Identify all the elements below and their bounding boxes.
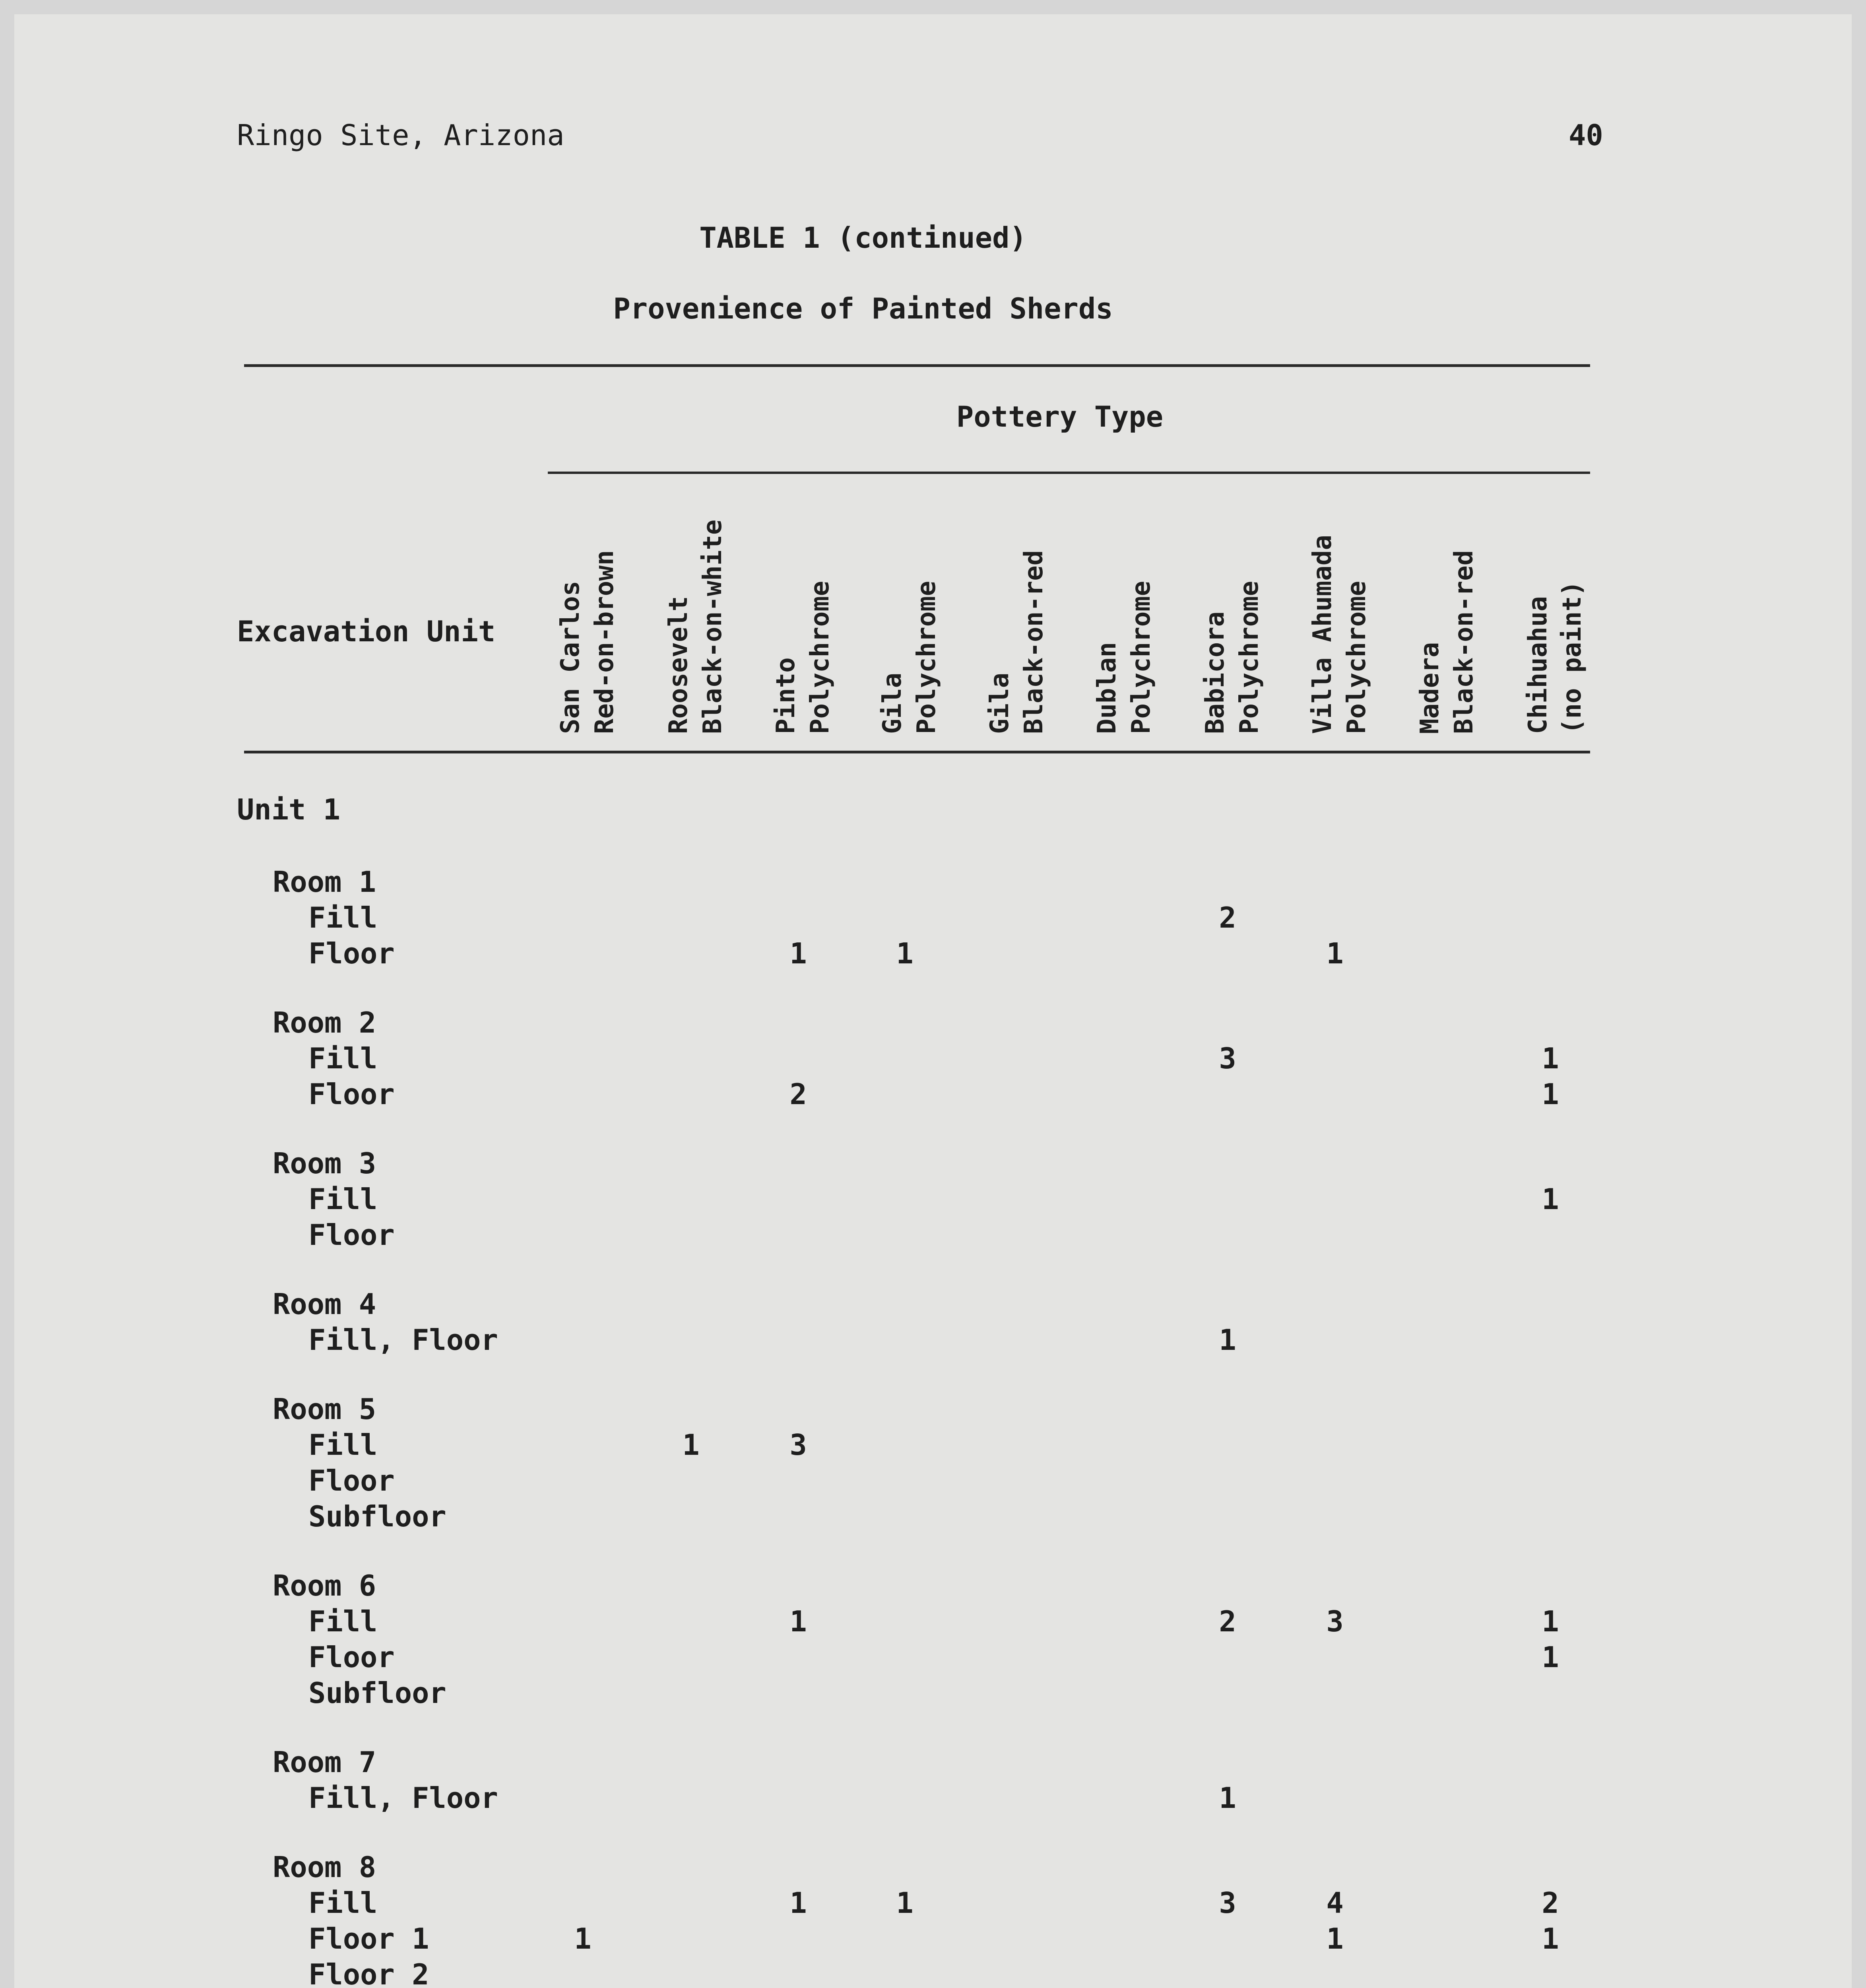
column-header: [1521, 480, 1596, 734]
row-label: Floor: [308, 1464, 395, 1497]
group-rule: [548, 472, 1590, 474]
table-title: TABLE 1 (continued): [699, 221, 1027, 254]
row-label: Floor 2: [308, 1958, 429, 1988]
table-cell: 2: [1219, 901, 1236, 934]
column-header-line: Babicora: [1201, 611, 1230, 734]
table-cell: 1: [896, 937, 914, 970]
room-label: Room 1: [273, 865, 376, 899]
column-header-line: Black-on-red: [1449, 550, 1479, 734]
column-header-line: San Carlos: [556, 580, 585, 734]
row-label: Fill: [308, 1182, 378, 1216]
table-cell: 1: [682, 1428, 700, 1462]
column-header-line: Red-on-brown: [590, 550, 619, 734]
column-header: [1305, 480, 1381, 734]
document-page: [14, 14, 1852, 1988]
table-cell: 1: [1542, 1640, 1559, 1674]
top-rule: [244, 364, 1590, 367]
column-header: [1198, 480, 1274, 734]
column-header-line: Polychrome: [1342, 580, 1371, 734]
column-header: [769, 480, 844, 734]
running-header: Ringo Site, Arizona: [237, 118, 564, 152]
room-label: Room 2: [273, 1006, 376, 1039]
row-label: Subfloor: [308, 1676, 446, 1710]
table-cell: 4: [1326, 1886, 1344, 1920]
table-cell: 1: [1542, 1605, 1559, 1638]
group-header: Pottery Type: [956, 400, 1164, 433]
column-header-line: Polychrome: [912, 580, 941, 734]
row-label: Fill, Floor: [308, 1323, 498, 1357]
row-label: Floor: [308, 1218, 395, 1252]
column-header: [983, 480, 1058, 734]
row-header: Excavation Unit: [237, 615, 496, 648]
row-label: Fill: [308, 1042, 378, 1075]
table-cell: 1: [1542, 1077, 1559, 1111]
column-header-line: Gila: [985, 672, 1014, 734]
room-label: Room 4: [273, 1287, 376, 1321]
row-label: Fill, Floor: [308, 1781, 498, 1815]
row-label: Floor 1: [308, 1922, 429, 1955]
page-number: 40: [1569, 118, 1603, 152]
column-header: [1090, 480, 1166, 734]
table-cell: 1: [1542, 1922, 1559, 1955]
column-header-line: Dublan: [1092, 642, 1122, 734]
column-header-line: Chihuahua: [1523, 596, 1553, 734]
column-header-line: Polychrome: [1235, 580, 1264, 734]
column-header-line: (no paint): [1558, 580, 1587, 734]
table-cell: 1: [1326, 1922, 1344, 1955]
header-rule: [244, 751, 1590, 753]
column-header: [661, 480, 737, 734]
table-cell: 1: [789, 937, 807, 970]
table-cell: 1: [1542, 1042, 1559, 1075]
table-subtitle: Provenience of Painted Sherds: [613, 292, 1113, 325]
row-label: Fill: [308, 901, 378, 934]
table-cell: 2: [789, 1077, 807, 1111]
table-cell: 1: [574, 1922, 592, 1955]
column-header-line: Pinto: [771, 657, 801, 734]
column-header: [875, 480, 951, 734]
row-label: Fill: [308, 1428, 378, 1462]
table-cell: 1: [1542, 1182, 1559, 1216]
table-cell: 1: [789, 1886, 807, 1920]
column-header: [1413, 480, 1488, 734]
room-label: Room 3: [273, 1147, 376, 1180]
column-header-line: Polychrome: [805, 580, 835, 734]
column-header-line: Gila: [878, 672, 907, 734]
column-header-line: Polychrome: [1127, 580, 1156, 734]
table-cell: 1: [896, 1886, 914, 1920]
column-header-line: Madera: [1415, 642, 1445, 734]
row-label: Fill: [308, 1605, 378, 1638]
table-cell: 1: [1326, 937, 1344, 970]
room-label: Room 5: [273, 1392, 376, 1426]
column-header-line: Villa Ahumada: [1308, 535, 1337, 734]
column-header-line: Roosevelt: [664, 596, 693, 734]
row-label: Floor: [308, 1077, 395, 1111]
unit-label: Unit 1: [237, 793, 341, 826]
row-label: Fill: [308, 1886, 378, 1920]
row-label: Floor: [308, 937, 395, 970]
room-label: Room 6: [273, 1569, 376, 1602]
row-label: Subfloor: [308, 1500, 446, 1533]
column-header-line: Black-on-red: [1019, 550, 1049, 734]
table-cell: 2: [1219, 1605, 1236, 1638]
table-cell: 3: [1219, 1886, 1236, 1920]
table-cell: 2: [1542, 1886, 1559, 1920]
room-label: Room 8: [273, 1850, 376, 1884]
table-cell: 3: [789, 1428, 807, 1462]
row-label: Floor: [308, 1640, 395, 1674]
table-cell: 3: [1326, 1605, 1344, 1638]
column-header: [553, 480, 629, 734]
table-cell: 1: [1219, 1781, 1236, 1815]
table-cell: 1: [789, 1605, 807, 1638]
table-cell: 1: [1219, 1323, 1236, 1357]
table-cell: 3: [1219, 1042, 1236, 1075]
room-label: Room 7: [273, 1745, 376, 1779]
column-header-line: Black-on-white: [698, 519, 727, 734]
